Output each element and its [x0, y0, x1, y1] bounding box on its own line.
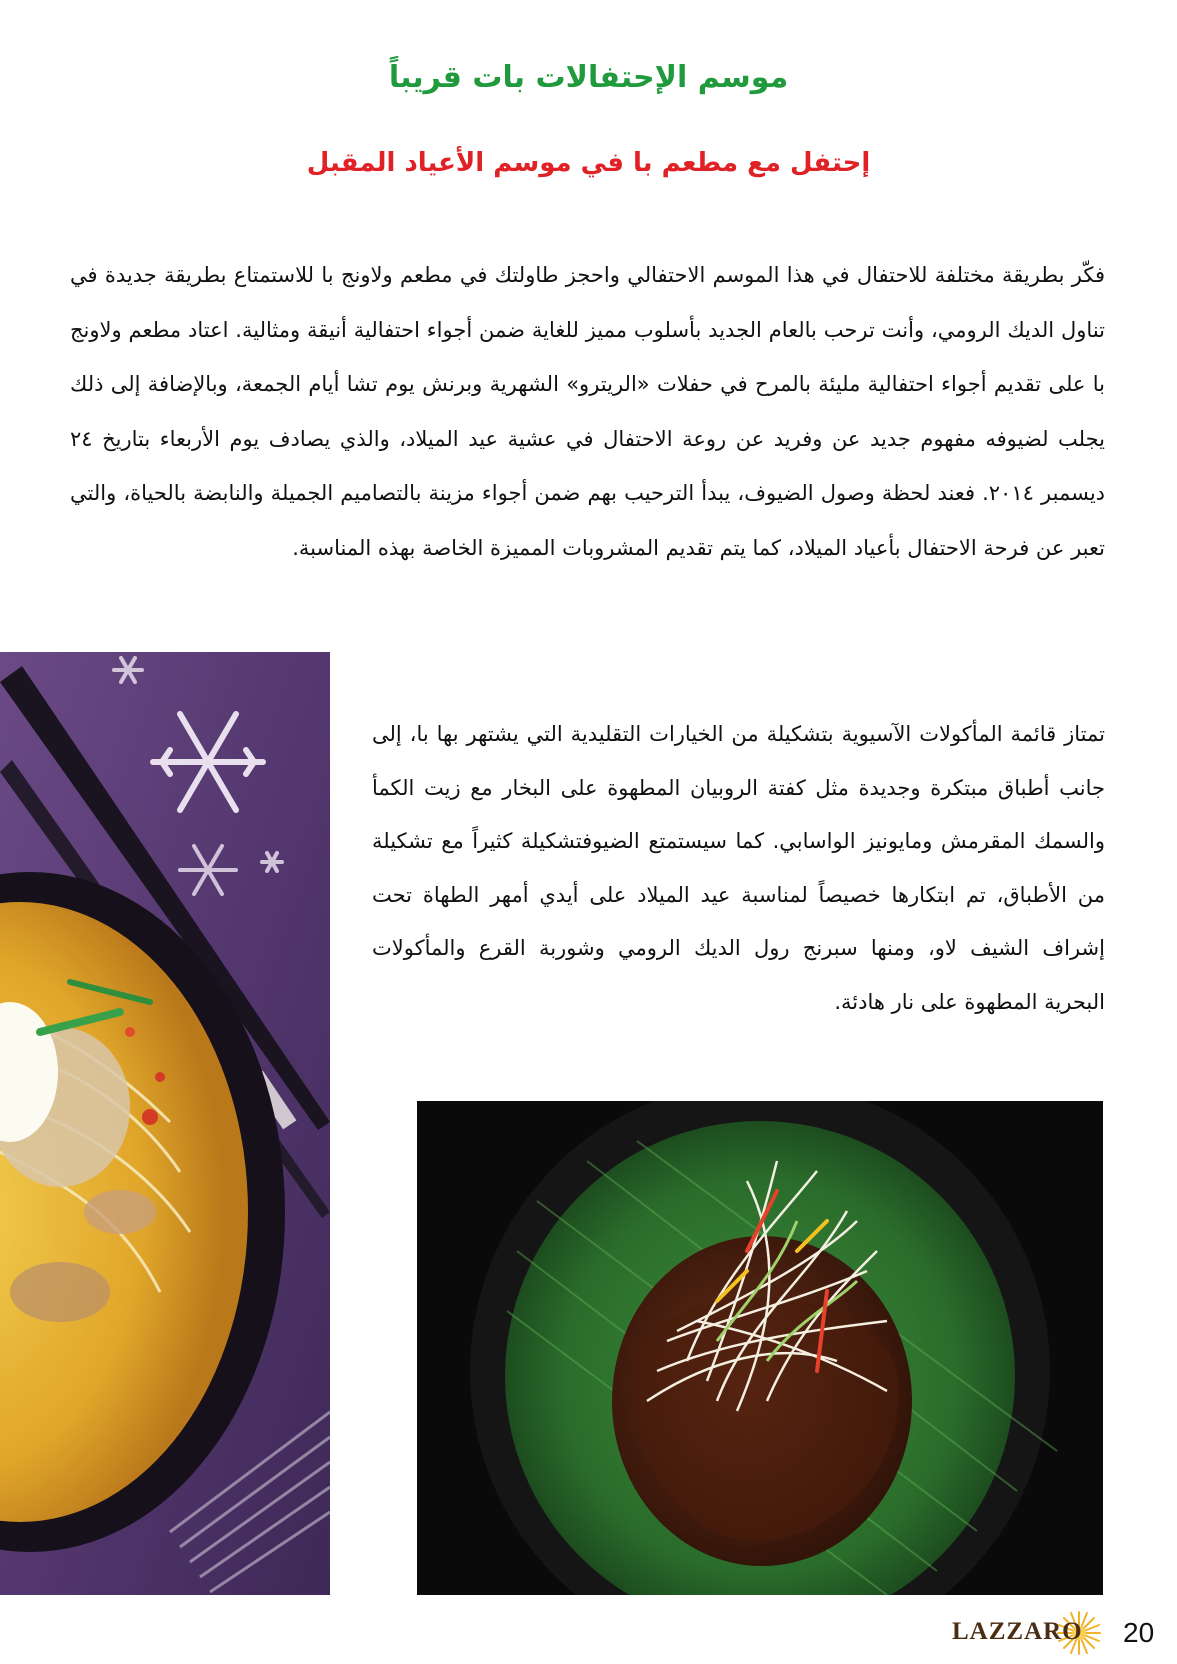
page-title: موسم الإحتفالات بات قريباً — [388, 60, 789, 95]
left-food-photo — [0, 652, 330, 1595]
page-subtitle: إحتفل مع مطعم با في موسم الأعياد المقبل — [306, 148, 871, 178]
lazzaro-logo — [948, 1612, 1098, 1652]
right-food-photo — [417, 1101, 1103, 1595]
article-paragraph-2: تمتاز قائمة المأكولات الآسيوية بتشكيلة من الخيارات التقليدية التي يشتهر بها با، إلى جانب أطباق مبتكرة وجديدة مثل كفتة الروبيان المطهوة على البخار مع زيت الكمأ والسمك المقرمش ومايونيز الواسابي. كما سيستمتع الضيوفتشكيلة كثيراً مع تشكيلة من الأطباق، تم ابتكارها خصيصاً لمناسبة عيد الميلاد على أيدي أمهر الطهاة تحت إشراف الشيف لاو، ومنها سبرنج رول الديك الرومي وشوربة القرع والمأكولات البحرية المطهوة على نار هادئة. — [372, 722, 1105, 1014]
page-number: 20 — [1123, 1617, 1155, 1648]
article-paragraph-1: فكّر بطريقة مختلفة للاحتفال في هذا الموسم الاحتفالي واحجز طاولتك في مطعم ولاونج با للاستمتاع بطريقة جديدة في تناول الديك الرومي، وأنت ترحب بالعام الجديد بأسلوب مميز للغاية ضمن أجواء احتفالية أنيقة ومثالية. اعتاد مطعم ولاونج با على تقديم أجواء احتفالية مليئة بالمرح في حفلات «الريترو» الشهرية وبرنش يوم تشا أيام الجمعة، وبالإضافة إلى ذلك يجلب لضيوفه مفهوم جديد عن وفريد عن روعة الاحتفال في عشية عيد الميلاد، والذي يصادف يوم الأربعاء بتاريخ ٢٤ ديسمبر ٢٠١٤. فعند لحظة وصول الضيوف، يبدأ الترحيب بهم ضمن أجواء مزينة بالتصاميم الجميلة والنابضة بالحياة، والتي تعبر عن فرحة الاحتفال بأعياد الميلاد، كما يتم تقديم المشروبات المميزة الخاصة بهذه المناسبة. — [70, 263, 1106, 560]
logo-text: LAZZARO — [952, 1618, 1083, 1645]
